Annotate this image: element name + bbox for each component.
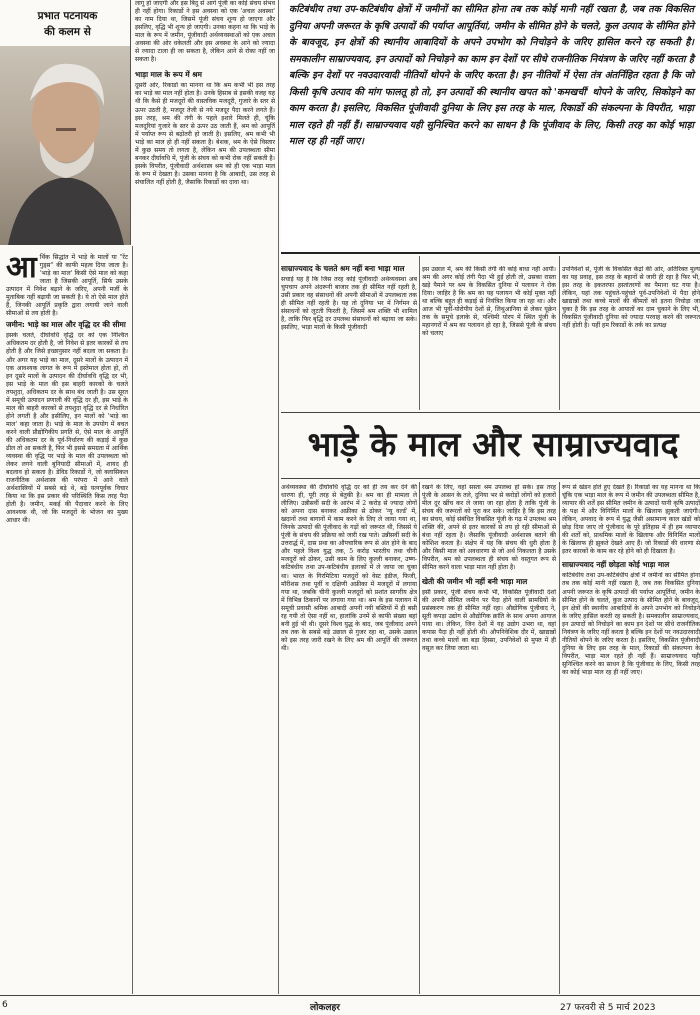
highlight-box: [281, 0, 700, 254]
mid-right: [562, 266, 700, 410]
column-2: [135, 0, 275, 412]
drop-cap: आ: [6, 250, 37, 285]
newspaper-name: लोकलहर: [310, 1003, 340, 1013]
column-2-labour: दूसरी ओर, रिकार्डो का मानना था कि श्रम कभी भी इस तरह का भाड़े का माल नहीं होता है। उनके हिसाब से इसकी वजह यह थी कि कैसे ही मजदूरों की वास्तविक मजदूरी, गुजारे के स्तर से ऊपर उठती है, मजदूर तेजी से नये मजदूर पैदा करने लगते हैं। इस तरह, श्रम की तंगी के पहले इशारे मिलते ही, चूंकि मजदूरियां गुजारे के स्तर से ऊपर उठ जाती हैं, श्रम को आपूर्ति में पर्याप्त रूप से बढ़ोतरी हो जाती है। इसलिए, श्रम कभी भी भाड़े का माल हो ही नहीं सकता है। बेशक, श्रम के ऐसे विस्तार में कुछ समय तो लगता है, लेकिन श्रम की उपलब्धता सीमा बनकर दीर्घावधि में, पूंजी के संचय को कभी रोक नहीं सकती है। इसके विपरीत, पूंजीवादी अर्थशास्त्र श्रम को ही एक भाड़ा माल के रूप में देखता है। उसका मानना है कि आबादी, उस तरह से संचालित नहीं होती है, जैसाकि रिकार्डो का दावा था।: [135, 82, 275, 186]
mid-right-text: उपनिवेशों से, पूंजी के विकसित केंद्रों की ओर, अतिरिक्त मूल्य का यह प्रवाह, इस तरह के बहानों से जारी ही रहा है फिर भी, इस तरह के इकतरफा हस्तांतरणों का पैमाना घट गया है। लेकिन, यहां तक पहुंचते-पहुंचते पूर्व-उपनिवेशों में पैदा होने खाद्यान्नों तथा कच्चे मालों की कीमतों को इतना निचोड़ा जा चुका है कि इस तरह के आयातों का दाम चुकाने के लिए भी, विकसित पूंजीवादी दुनिया को ज्यादा परवाह करने की जरूरत नहीं होती है। यहीं हम रिकार्डो के तर्क का प्रत्यक्ष: [562, 266, 700, 330]
subhead-no-rent-goods: साम्राज्यवाद नहीं छोड़ता कोई भाड़ा माल: [562, 560, 670, 570]
issue-date: 27 फरवरी से 5 मार्च 2023: [560, 1003, 656, 1013]
byline-box: [0, 0, 131, 245]
mid-left-text: सचाई यह है कि जिस तरह कोई पूंजीवादी अर्थव्यवस्था अब चुपचाप अपने अंदरूनी बाजार तक ही सीमित नहीं रहती है, उसी प्रकार वह संसाधनों की अपनी सीमाओं में उपलब्धता तक ही सीमित नहीं रहती है। यह तो दुनिया भर में निर्गमन से संसाधनों को लूटती फिरती है, जिसमें श्रम शक्ति भी शामिल है, ताकि फिर बृद्धि दर उपलब्ध संसाधनों को बढ़ाया जा सके। इसलिए, भाड़ा मालों के किसी पूंजीवादी: [281, 276, 417, 332]
column-1: [0, 246, 130, 994]
lower-col-a: [281, 484, 417, 994]
intro-text: र्थिक सिद्धांत में भाड़े के मालों या "रेंट गुड्स" की काफी महत्व दिया जाता है। 'भाड़े का माल' किसी ऐसे माल को कहा जाता है जिसकी आपूर्ति, सिर्फ उसके उत्पादन में निवेश बढ़ाने के जरिए, अपनी मर्जी के मुताबिक नहीं बढ़ायी जा सकती है। ये तो ऐसे माल होते हैं, जिनकी आपूर्ति प्रकृति द्वारा लगायी जाने वाली सीमाओं से तय होती है।: [6, 254, 128, 318]
lower-col-b: [422, 484, 556, 994]
mid-middle: [422, 266, 556, 410]
author-name-line2: की कलम से: [44, 26, 91, 38]
subhead-farmland: खेती की जमीन भी नहीं बनी भाड़ा माल: [422, 576, 528, 586]
column-rule: [559, 482, 560, 994]
subhead-labour: भाड़ा माल के रूप में श्रम: [135, 70, 202, 80]
column-rule: [278, 0, 279, 994]
lower-col-c: [562, 484, 700, 994]
subhead-land: जमीन: भाड़े का माल और वृद्धि दर की सीमा: [6, 320, 126, 330]
lower-col-c-text: रूप से खंडन होते हुए देखते हैं। रिकार्डो का यह मानना था कि चूंकि एक भाड़ा माल के रूप में जमीन की उपलब्धता सीमित है, व्यापार की शर्तें इस सीमित जमीन के उत्पादों यानी कृषि उत्पादों के पक्ष में और विनिर्मित मालों के खिलाफ झुकती जाएंगी। लेकिन, अपवाद के रूप में युद्ध जैसी असामान्य काल खंडों को छोड़ दिया जाए तो पूंजीवाद के पूरे इतिहास में ही हम व्यापार की शर्तों को, प्राथमिक मालों के खिलाफ और विनिर्मित मालों के खिलाफ ही झुकते देखते आए हैं। जो रिकार्डो की धारणा से इतर कारकों के काम कर रहे होने को ही दिखाता है।: [562, 484, 700, 556]
column-rule: [132, 246, 133, 994]
mid-left: [281, 262, 417, 410]
page-number: 6: [2, 1000, 8, 1010]
column-1-body: इसके चलते, दीर्घावधि वृद्धि दर को एक निश्चित अधिकतम दर होती है, जो निवेश से इतर कारकों से तय होती है और जिसे इच्छानुसार नहीं बदला जा सकता है। और अगर यह भाड़े का माल, दूसरे मालों के उत्पादन में एक आवश्यक लागत के रूप में इस्तेमाल होता हो, तो इन दूसरे मालों के उत्पादन की दीर्घावधि वृद्धि दर भी, इस भाड़े के माल की इस बाहरी कारकों के चलते तयशुदा, अधिकतम दर के साथ बंध जाती है। उस सूरत में समूची उत्पादन प्रणाली की वृद्धि दर ही, इस भाड़े के माल की बाहरी कारकों से तयशुदा वृद्धि दर से निर्धारित होने लगती है और इसीलिए, इन मालों को 'भाड़े का माल' कहा जाता है। भाड़े के माल के उपयोग में बचत करने वाली प्रौद्योगिकीय प्रगति से, ऐसे माल के आपूर्ति की अधिकतम दर के पूर्व-निर्धारण की कड़ाई में कुछ ढील तो आ सकती है, फिर भी इससे समग्रता में आर्थिक व्यवस्था की वृद्धि पर भाड़े के माल की उपलब्धता को लेकर लगने वाली बुनियादी सीमाओं में, शायद ही बदलाव हो सकता है। डेविड रिकार्डो ने, जो क्लासिकल राजनीतिक अर्थशास्त्र की परंपरा में आने वाले अर्थशास्त्रियों में सबसे बड़े थे, बड़े यत्नपूर्वक विचार किया था कि इस प्रकार की परिस्थिति किस तरह पैदा होती है। जमीन, मकई की पैदावार करने के लिए आवश्यक थी, जो कि मजदूरों के भोजन का मुख्य आधार थी।: [6, 332, 128, 525]
subhead-imperialism: साम्राज्यवाद के चलते श्रम नहीं बना भाड़ा माल: [281, 264, 405, 273]
highlight-text: कटिबंधीय तथा उप-कटिबंधीय क्षेत्रों में जमीनों का सीमित होना तब तक कोई मानी नहीं रखता है, जब तक विकसित दुनिया अपनी जरूरत के कृषि उत्पादों की पर्याप्त आपूर्तियां, जमीन के सीमित होने के चलते, कुल उत्पाद के सीमित होने के बावजूद, इन क्षेत्रों की स्थानीय आबादियों के अपने उपभोग को निचोड़ने के जरिए हासिल करने रह सकती है। समकालीन साम्राज्यवाद, इन उत्पादों को निचोड़ने का काम इन देशों पर सीधे राजनीतिक नियंत्रण के जरिए नहीं करता है बल्कि इन देशों पर नवउदारवादी नीतियों थोपने के जरिए करता है। इन नीतियों में ऐसा तंत्र अंतर्निहित रहता है कि जो किसी कृषि उत्पाद की मांग फालतू हो तो, इन उत्पादों की स्थानीय खपत को 'कमखर्ची' थोपने के जरिए, सिकोड़ने का काम करता है। इसलिए, विकसित पूंजीवादी दुनिया के लिए इस तरह के माल, रिकार्डो की संकल्पना के विपरीत, भाड़ा माल रहते ही नहीं हैं। साम्राज्यवाद यही सुनिश्चित करने का साधन है कि पूंजीवाद के लिए, किसी तरह का कोई भाड़ा माल रह ही नहीं जाए।: [289, 4, 694, 148]
author-name-line1: प्रभात पटनायक: [37, 10, 98, 22]
page-footer: [0, 997, 700, 1015]
column-rule: [419, 482, 420, 994]
author-name: [10, 8, 125, 40]
title-rule-top: [281, 412, 700, 413]
lower-col-c-text-2: कटिबंधीय तथा उप-कटिबंधीय क्षेत्रों में जमीनों का सीमित होना तब तक कोई मानी नहीं रखता है, जब तक विकसित दुनिया अपनी जरूरत के कृषि उत्पादों की पर्याप्त आपूर्तियां, जमीन के सीमित होने के चलते, कुल उत्पाद के सीमित होने के बावजूद, इन क्षेत्रों की स्थानीय आबादियों के अपने उपभोग को निचोड़ने के जरिए हासिल करती रह सकती है। समकालीन साम्राज्यवाद, इन उत्पादों को निचोड़ने का काम इन देशों पर सीधे राजनीतिक नियंत्रण के जरिए नहीं करता है बल्कि इन देशों पर नवउदारवादी नीतियों थोपने के जरिए करता है। इसलिए, विकसित पूंजीवादी दुनिया के लिए इस तरह के माल, रिकार्डो की संकल्पना के विपरीत, भाड़ा माल रहते ही नहीं हैं। साम्राज्यवाद यही सुनिश्चित करने का साधन है कि पूंजीवाद के लिए, किसी तरह का कोई भाड़ा माल रह ही नहीं जाए।: [562, 572, 700, 676]
column-rule: [559, 256, 560, 410]
lower-col-a-text: अर्थव्यवस्था की दीर्घावधि वृद्धि दर को ही तय कर देने की धारणा ही, पूरी तरह से बेतुकी है। श्रम का ही मामला ले लीजिए। उन्नीसवीं सदी के आरंभ में 2 करोड़ से ज्यादा लोगों को अपना दास बनाकर अफ्रीका से ढोकर 'न्यू वर्ल्ड' में, खदानों तथा बागानों में काम करने के लिए ले जाया गया था, जिनके उत्पादों की पूंजीवाद के गढ़ों को जरूरत थी, जिससे ये पूंजी के संचय की प्रक्रिया को जारी रख पाते। उन्नीसवीं सदी के उत्तरार्द्ध में, दास प्रथा का औपचारिक रूप से अंत होने के बाद और पहले विश्व युद्ध तक, 5 करोड़ भारतीय तथा चीनी मजदूरों को ढोकर, उसी काम के लिए कुल्ली बनाकर, उष्ण-कटिबंधीय तथा उप-कटिबंधीय इलाकों में ले जाया जा चुका था। भारत के गिरमिटिया मजदूरों को वेस्ट इंडीज, फिजी, मॉरीशस तथा पूर्वी व दक्षिणी अफ्रीका में मजदूरों में लगाया गया था, जबकि चीनी कुल्ली मजदूरों को प्रशांत सागरीय क्षेत्र में विभिन्न ठिकानों पर लगाया गया था। श्रम के इस पलायन में समूची प्रवासी श्रमिक आबादी अपनी नयी बस्तियों में ही बसी रह गयी तो ऐसा नहीं था, हालांकि उनमें से काफी संख्या बहां बनी हुई भी थी। दूसरे विश्व युद्ध के बाद, जब पूंजीवाद अपने तब तक के सबसे बड़े उछाल से गुजर रहा था, उसके उछाल को इस तरह जारी रखने के लिए श्रम की आपूर्ति की जरूरत थी।: [281, 484, 417, 652]
column-rule: [419, 256, 420, 410]
author-portrait: [0, 46, 131, 245]
title-rule-bottom: [281, 478, 700, 479]
footer-rule: [0, 995, 700, 996]
lower-col-b-text-2: इसी प्रकार, पूंजी संचय कभी भी, विकसित पूंजीवादी देशों की अपनी सीमित जमीन पर पैदा होने वाली सामग्रियों के प्रसंस्करण तक ही सीमित नहीं रहा। औद्योगिक पूंजीवाद ने, सूती कपड़ा उद्योग से औद्योगिक क्रांति के साथ अपना आगाज पाया था। लेकिन, जिन देशों में यह उद्योग उभरा था, वहां कपास पैदा ही नहीं होती थी। औपनिवेशिक दौर में, खाद्यान्नों तथा कच्चे मालों का बड़ा हिस्सा, उपनिवेशों से मुफ्त में ही वसूल कर लिया जाता था।: [422, 588, 556, 652]
mid-middle-text: इस उछाल में, श्रम की किसी तंगी की कोई बाधा नहीं आयी। श्रम की अगर कोई तंगी पैदा भी हुई होती तो, उसका रास्ता खड़े पैमाने पर श्रम के विकसित दुनिया में पलायन ने रोक दिया। जाहिर है कि श्रम का यह पलायन भी कोई मुक्त नहीं था बल्कि बहुत ही कड़ाई से नियंत्रित किया जा रहा था। और आज भी पूर्वी-योरोपीय देशों से, लिथुआनिया से लेकर यूक्रेन तक के समूचे इलाके से, पश्चिमी योरप में स्थित पूंजी के महानगरों में श्रम का पलायन हो रहा है, जिससे पूंजी के संचय को चलाए: [422, 266, 556, 338]
lower-col-b-text: रखने के लिए, वहां सस्ता श्रम उपलब्ध हो सके। इस तरह पूंजी के आसन के तले, दुनिया भर से करोड़ों लोगों को हजारों मील दूर खींच कर ले जाया जा रहा होता है ताकि पूंजी के संचय की जरूरतों को पूरा कर सके। जाहिर है कि इस तरह का संचय, कोई संबंधित विकसित पूंजी के गढ़ में उपलब्ध श्रम शक्ति की, अपने से इतर कारकों से तय हो रही सीमाओं से बंधा नहीं रहता है। जैसाकि पूंजीवादी अर्थशास्त्र बताने की कोशिश करता है। संक्षेप में यह कि संचय की धुरी होता है और किसी माल को अवधारणा से जो अर्थ निकलता है उसके विपरीत, श्रम को उपलब्धता ही संचय को वस्तुगत रूप से सीमित करने वाला भाड़ा माल नहीं होता है।: [422, 484, 556, 572]
column-2-body: लागू हो जाएगी और इस बिंदु से आगे पूंजी का कोई संचय संभव ही नहीं होगा। रिकार्डो ने इस अवस्था को एक 'अचल अवस्था' का नाम दिया था, जिसमें पूंजी संचय शून्य हो जाएगा और इसलिए, वृद्धि भी शून्य हो जाएगी। उनका कहना था कि भाड़े के माल के रूप में जमीन, पूंजीवादी अर्थव्यवस्थाओं को एक अचल अवस्था की ओर धकेलती और इस अवस्था के आने को ज्यादा से ज्यादा टाला ही जा सकता है, लेकिन आने से रोका नहीं जा सकता है।: [135, 0, 275, 64]
main-title: भाड़े के माल और साम्राज्यवाद: [307, 425, 679, 465]
